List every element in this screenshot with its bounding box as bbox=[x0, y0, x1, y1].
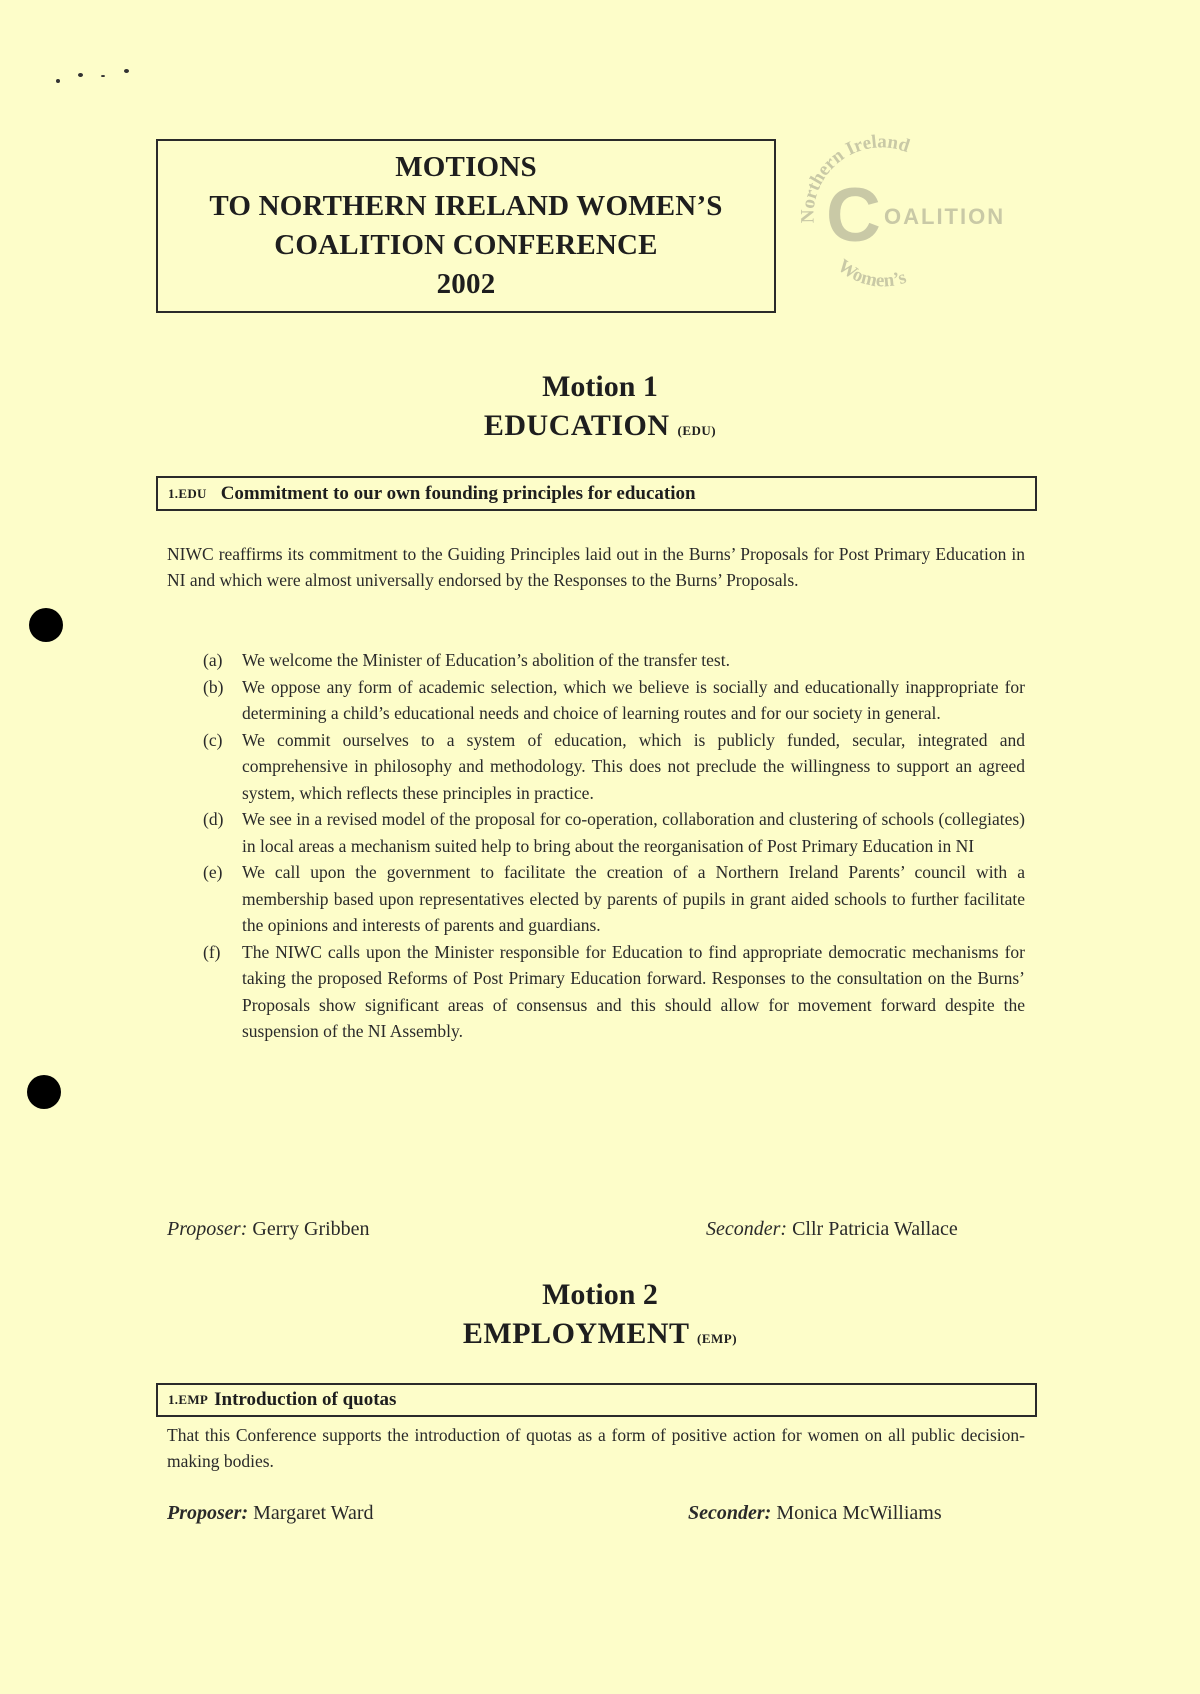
title-line: 2002 bbox=[436, 268, 496, 300]
item-text: We see in a revised model of the proposal for co-operation, collaboration and clustering of schools (collegiates) in local areas a mechanism suited help to bring about the reorganisation of Post Primary Education in NI bbox=[242, 809, 1025, 856]
motion-sub-title: Commitment to our own founding principles for education bbox=[220, 482, 696, 504]
seconder-line bbox=[688, 1502, 942, 1525]
motion-subheading bbox=[156, 476, 1037, 511]
motion-sub-code: 1.EDU bbox=[168, 485, 207, 501]
item-marker: (b) bbox=[203, 676, 224, 697]
scan-speck bbox=[56, 79, 60, 83]
list-item bbox=[203, 806, 1025, 859]
proposer-label: Proposer: bbox=[167, 1502, 249, 1524]
title-box bbox=[156, 139, 776, 313]
item-text: We oppose any form of academic selection, which we believe is socially and educationally inappropriate for determining a child’s educational needs and choice of learning routes and for our society in general. bbox=[242, 676, 1025, 723]
item-marker: (f) bbox=[203, 941, 221, 962]
scan-speck bbox=[124, 69, 129, 73]
motion-heading bbox=[0, 368, 1200, 451]
motion-sub-code: 1.EMP bbox=[168, 1392, 209, 1407]
scan-speck bbox=[101, 75, 105, 77]
list-item bbox=[203, 859, 1025, 939]
title-line: COALITION CONFERENCE bbox=[274, 229, 658, 261]
item-text: The NIWC calls upon the Minister responsible for Education to find appropriate democratic mechanisms for taking the proposed Reforms of Post Primary Education forward. Responses to the consultation on the Burns’ Proposals show significant areas of consensus and this should allow for movement forward despite the suspension of the NI Assembly. bbox=[242, 941, 1025, 1041]
coalition-logo bbox=[792, 128, 1032, 298]
punch-hole bbox=[29, 608, 63, 642]
list-item bbox=[203, 727, 1025, 807]
seconder-name: Monica McWilliams bbox=[776, 1502, 942, 1524]
motion-heading bbox=[0, 1276, 1200, 1359]
item-text: We welcome the Minister of Education’s abolition of the transfer test. bbox=[242, 650, 730, 670]
motion-category-name: EDUCATION bbox=[483, 409, 670, 442]
motion-subheading bbox=[156, 1383, 1037, 1417]
motion-category bbox=[0, 1314, 1200, 1359]
proposer-line bbox=[167, 1218, 370, 1241]
proposer-name: Gerry Gribben bbox=[252, 1218, 370, 1240]
svg-text:Women’s bbox=[834, 255, 909, 291]
motion-items bbox=[203, 647, 1025, 1045]
motion-intro: That this Conference supports the introduction of quotas as a form of positive action for women on all public decision-making bodies. bbox=[167, 1425, 1025, 1471]
seconder-label: Seconder: bbox=[706, 1218, 788, 1240]
motion-intro: NIWC reaffirms its commitment to the Guiding Principles laid out in the Burns’ Proposals for Post Primary Education in NI and which were almost universally endorsed by the Responses to the Burns’ Proposals. bbox=[167, 544, 1025, 590]
proposer-name: Margaret Ward bbox=[253, 1502, 374, 1524]
list-item bbox=[203, 939, 1025, 1045]
motion-number: Motion 2 bbox=[542, 1278, 658, 1311]
scan-speck bbox=[78, 73, 83, 77]
title-line: TO NORTHERN IRELAND WOMEN’S bbox=[209, 190, 723, 222]
punch-hole bbox=[27, 1075, 61, 1109]
motion-number: Motion 1 bbox=[542, 370, 658, 403]
list-item bbox=[203, 674, 1025, 727]
logo-bottom-text: Women’s bbox=[833, 255, 909, 292]
item-marker: (a) bbox=[203, 650, 223, 670]
motion-category-code: (EMP) bbox=[697, 1331, 738, 1346]
proposer-line bbox=[167, 1502, 374, 1525]
item-marker: (e) bbox=[203, 862, 223, 882]
logo-c-mark: C bbox=[826, 173, 881, 258]
item-text: We call upon the government to facilitate the creation of a Northern Ireland Parents’ council with a membership based upon representatives elected by parents of pupils in grant aided schools to further facilitate the opinions and interests of parents and guardians. bbox=[242, 862, 1025, 935]
motion-category bbox=[0, 406, 1200, 451]
logo-word: OALITION bbox=[884, 204, 1006, 229]
title-line: MOTIONS bbox=[395, 151, 537, 183]
proposer-label: Proposer: bbox=[167, 1218, 248, 1240]
motion-sub-title: Introduction of quotas bbox=[214, 1389, 397, 1410]
seconder-name: Cllr Patricia Wallace bbox=[792, 1218, 958, 1240]
item-text: We commit ourselves to a system of education, which is publicly funded, secular, integrated and comprehensive in philosophy and methodology. This does not preclude the willingness to support an agreed system, which reflects these principles in practice. bbox=[242, 729, 1025, 803]
motion-category-code: (EDU) bbox=[677, 423, 717, 438]
item-marker: (d) bbox=[203, 809, 224, 829]
seconder-line bbox=[706, 1218, 958, 1241]
motion-category-name: EMPLOYMENT bbox=[462, 1317, 690, 1350]
seconder-label: Seconder: bbox=[688, 1502, 772, 1524]
logo-top-text: Northern Ireland bbox=[797, 131, 913, 224]
list-item bbox=[203, 647, 1025, 674]
item-marker: (c) bbox=[203, 729, 223, 750]
